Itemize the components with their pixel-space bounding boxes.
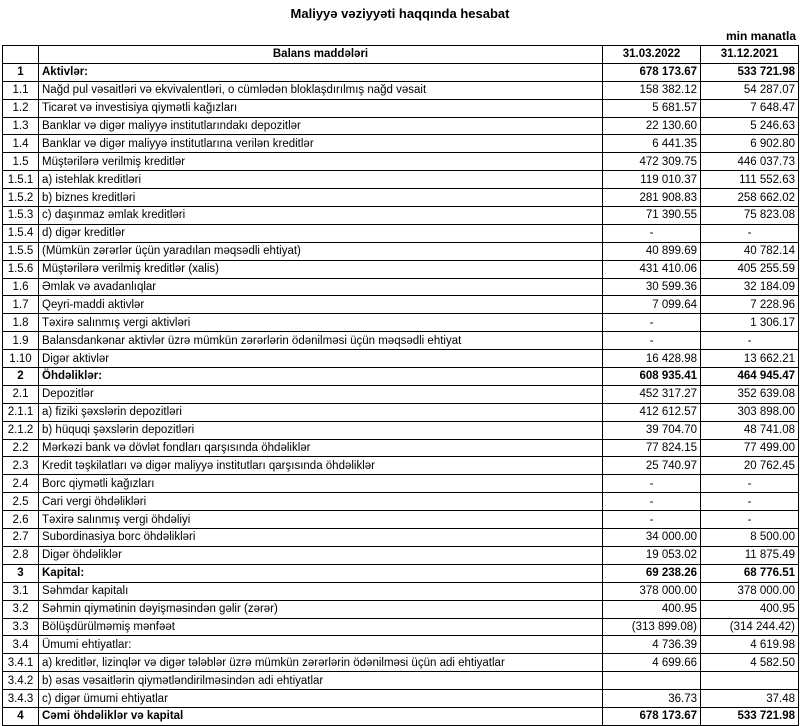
value-2021: 303 898.00	[701, 403, 799, 421]
row-label: b) hüquqi şəxslərin depozitləri	[39, 421, 603, 439]
value-2022: 431 410.06	[603, 260, 701, 278]
row-label: Səhmdar kapitalı	[39, 582, 603, 600]
row-number: 1.6	[3, 278, 39, 296]
value-2021: -	[701, 511, 799, 529]
value-2022: 39 704.70	[603, 421, 701, 439]
row-label: Ümumi ehtiyatlar:	[39, 636, 603, 654]
value-2021: 378 000.00	[701, 582, 799, 600]
row-label: Mərkəzi bank və dövlət fondları qarşısında öhdəliklər	[39, 439, 603, 457]
value-2021: 4 582.50	[701, 654, 799, 672]
table-row	[3, 350, 799, 368]
row-number: 2.5	[3, 493, 39, 511]
table-row	[3, 314, 799, 332]
row-number: 1.5.4	[3, 224, 39, 242]
table-row	[3, 171, 799, 189]
table-row	[3, 582, 799, 600]
row-number: 1.10	[3, 350, 39, 368]
table-row	[3, 135, 799, 153]
table-row	[3, 153, 799, 171]
value-2021: 75 823.08	[701, 207, 799, 225]
table-row	[3, 332, 799, 350]
row-number: 2.2	[3, 439, 39, 457]
value-2021: -	[701, 332, 799, 350]
row-number: 1	[3, 63, 39, 81]
value-2022: 119 010.37	[603, 171, 701, 189]
row-number: 3.4.3	[3, 690, 39, 708]
value-2022: 7 099.64	[603, 296, 701, 314]
value-2022: 4 736.39	[603, 636, 701, 654]
row-number: 2.1.2	[3, 421, 39, 439]
value-2021: 11 875.49	[701, 546, 799, 564]
table-row	[3, 385, 799, 403]
table-row	[3, 600, 799, 618]
value-2022: 40 899.69	[603, 242, 701, 260]
row-label: (Mümkün zərərlər üçün yaradılan məqsədli ehtiyat)	[39, 242, 603, 260]
value-2022: (313 899.08)	[603, 618, 701, 636]
table-row	[3, 278, 799, 296]
value-2022: 472 309.75	[603, 153, 701, 171]
row-number: 2.6	[3, 511, 39, 529]
value-2021: 4 619.98	[701, 636, 799, 654]
row-label: Qeyri-maddi aktivlər	[39, 296, 603, 314]
value-2022: 608 935.41	[603, 368, 701, 386]
table-row	[3, 242, 799, 260]
table-row	[3, 439, 799, 457]
row-label: Borc qiymətli kağızları	[39, 475, 603, 493]
table-row	[3, 421, 799, 439]
row-number: 1.2	[3, 99, 39, 117]
row-label: a) fiziki şəxslərin depozitləri	[39, 403, 603, 421]
row-number: 1.9	[3, 332, 39, 350]
value-2021: 77 499.00	[701, 439, 799, 457]
row-label: Müştərilərə verilmiş kreditlər (xalis)	[39, 260, 603, 278]
table-row	[3, 207, 799, 225]
value-2022: 30 599.36	[603, 278, 701, 296]
table-row	[3, 260, 799, 278]
table-row	[3, 117, 799, 135]
value-2021: 6 902.80	[701, 135, 799, 153]
row-number: 1.7	[3, 296, 39, 314]
row-number: 1.5.3	[3, 207, 39, 225]
value-2021: 20 762.45	[701, 457, 799, 475]
value-2022: 69 238.26	[603, 564, 701, 582]
table-row	[3, 296, 799, 314]
table-row	[3, 672, 799, 690]
table-row	[3, 368, 799, 386]
unit-label: min manatla	[725, 29, 796, 43]
value-2022: 400.95	[603, 600, 701, 618]
value-2021	[701, 672, 799, 690]
table-row	[3, 529, 799, 547]
value-2022	[603, 672, 701, 690]
row-label: Digər öhdəliklər	[39, 546, 603, 564]
table-row	[3, 63, 799, 81]
value-2021: 7 648.47	[701, 99, 799, 117]
value-2022: 6 441.35	[603, 135, 701, 153]
value-2022: 378 000.00	[603, 582, 701, 600]
table-row	[3, 618, 799, 636]
row-label: c) daşınmaz əmlak kreditləri	[39, 207, 603, 225]
row-number: 2.3	[3, 457, 39, 475]
value-2021: 1 306.17	[701, 314, 799, 332]
row-number: 2.8	[3, 546, 39, 564]
value-2022: 158 382.12	[603, 81, 701, 99]
row-number: 1.3	[3, 117, 39, 135]
row-label: Ticarət və investisiya qiymətli kağızları	[39, 99, 603, 117]
row-label: Depozitlər	[39, 385, 603, 403]
table-row	[3, 224, 799, 242]
value-2021: 258 662.02	[701, 189, 799, 207]
value-2021: -	[701, 475, 799, 493]
row-number: 1.5	[3, 153, 39, 171]
row-number: 1.4	[3, 135, 39, 153]
table-row	[3, 457, 799, 475]
value-2022: -	[603, 493, 701, 511]
row-number: 4	[3, 707, 39, 725]
row-number: 3	[3, 564, 39, 582]
period-2021-header: 31.12.2021	[701, 46, 799, 64]
value-2022: 16 428.98	[603, 350, 701, 368]
row-label: Banklar və digər maliyyə institutlarındakı depozitlər	[39, 117, 603, 135]
value-2022: 5 681.57	[603, 99, 701, 117]
row-number: 1.8	[3, 314, 39, 332]
table-row	[3, 636, 799, 654]
row-number: 3.2	[3, 600, 39, 618]
value-2021: 111 552.63	[701, 171, 799, 189]
value-2021: 464 945.47	[701, 368, 799, 386]
value-2021: 405 255.59	[701, 260, 799, 278]
table-row	[3, 546, 799, 564]
value-2022: -	[603, 314, 701, 332]
row-label: Cari vergi öhdəlikləri	[39, 493, 603, 511]
row-number: 2.1	[3, 385, 39, 403]
row-label: Səhmin qiymətinin dəyişməsindən gəlir (zərər)	[39, 600, 603, 618]
value-2021: 400.95	[701, 600, 799, 618]
table-row	[3, 99, 799, 117]
row-number: 1.1	[3, 81, 39, 99]
table-row	[3, 511, 799, 529]
value-2022: 34 000.00	[603, 529, 701, 547]
row-label: b) əsas vəsaitlərin qiymətləndirilməsindən adi ehtiyatlar	[39, 672, 603, 690]
value-2022: 678 173.67	[603, 63, 701, 81]
value-2021: 446 037.73	[701, 153, 799, 171]
table-row	[3, 690, 799, 708]
row-number-header	[3, 46, 39, 64]
row-number: 2.1.1	[3, 403, 39, 421]
value-2022: 4 699.66	[603, 654, 701, 672]
table-row	[3, 475, 799, 493]
value-2022: 281 908.83	[603, 189, 701, 207]
value-2022: -	[603, 475, 701, 493]
row-label: Cəmi öhdəliklər və kapital	[39, 707, 603, 725]
value-2022: 19 053.02	[603, 546, 701, 564]
row-number: 3.4.1	[3, 654, 39, 672]
row-label: Banklar və digər maliyyə institutlarına verilən kreditlər	[39, 135, 603, 153]
row-number: 1.5.6	[3, 260, 39, 278]
row-label: Digər aktivlər	[39, 350, 603, 368]
value-2022: -	[603, 332, 701, 350]
table-row	[3, 403, 799, 421]
row-number: 2	[3, 368, 39, 386]
row-label: Müştərilərə verilmiş kreditlər	[39, 153, 603, 171]
value-2022: 25 740.97	[603, 457, 701, 475]
table-header-row	[3, 46, 799, 64]
row-label: Bölüşdürülməmiş mənfəət	[39, 618, 603, 636]
row-label: Təxirə salınmış vergi aktivləri	[39, 314, 603, 332]
row-label: Təxirə salınmış vergi öhdəliyi	[39, 511, 603, 529]
row-number: 3.4.2	[3, 672, 39, 690]
row-label: Kredit təşkilatları və digər maliyyə institutları qarşısında öhdəliklər	[39, 457, 603, 475]
row-label: Kapital:	[39, 564, 603, 582]
row-number: 3.3	[3, 618, 39, 636]
value-2021: 533 721.98	[701, 63, 799, 81]
balance-table-body	[3, 63, 799, 725]
value-2021: 32 184.09	[701, 278, 799, 296]
row-number: 1.5.5	[3, 242, 39, 260]
period-2022-header: 31.03.2022	[603, 46, 701, 64]
table-row	[3, 493, 799, 511]
value-2021: -	[701, 224, 799, 242]
row-number: 3.4	[3, 636, 39, 654]
value-2021: 533 721.98	[701, 707, 799, 725]
row-label: b) biznes kreditləri	[39, 189, 603, 207]
value-2022: -	[603, 224, 701, 242]
value-2021: (314 244.42)	[701, 618, 799, 636]
table-row	[3, 81, 799, 99]
row-number: 1.5.2	[3, 189, 39, 207]
value-2021: 7 228.96	[701, 296, 799, 314]
value-2021: 8 500.00	[701, 529, 799, 547]
balance-sheet-table	[2, 45, 799, 726]
value-2022: 678 173.67	[603, 707, 701, 725]
value-2021: 5 246.63	[701, 117, 799, 135]
table-row	[3, 654, 799, 672]
value-2022: 22 130.60	[603, 117, 701, 135]
table-row	[3, 707, 799, 725]
page-title: Maliyyə vəziyyəti haqqında hesabat	[290, 6, 510, 21]
row-number: 2.7	[3, 529, 39, 547]
value-2021: 48 741.08	[701, 421, 799, 439]
value-2022: 36.73	[603, 690, 701, 708]
value-2021: 68 776.51	[701, 564, 799, 582]
value-2021: 37.48	[701, 690, 799, 708]
row-number: 3.1	[3, 582, 39, 600]
value-2022: 71 390.55	[603, 207, 701, 225]
row-label: Subordinasiya borc öhdəlikləri	[39, 529, 603, 547]
value-2022: -	[603, 511, 701, 529]
row-label: d) digər kreditlər	[39, 224, 603, 242]
row-label: Balansdankənar aktivlər üzrə mümkün zərərlərin ödənilməsi üçün məqsədli ehtiyat	[39, 332, 603, 350]
table-row	[3, 564, 799, 582]
row-label: a) istehlak kreditləri	[39, 171, 603, 189]
row-label: Aktivlər:	[39, 63, 603, 81]
value-2021: -	[701, 493, 799, 511]
value-2021: 54 287.07	[701, 81, 799, 99]
value-2022: 77 824.15	[603, 439, 701, 457]
row-number: 2.4	[3, 475, 39, 493]
row-label: a) kreditlər, lizinqlər və digər tələblər üzrə mümkün zərərlərin ödənilməsi üçün adi ehtiyatlar	[39, 654, 603, 672]
value-2021: 13 662.21	[701, 350, 799, 368]
items-column-header: Balans maddələri	[39, 46, 603, 64]
row-label: Nağd pul vəsaitləri və ekvivalentləri, o cümlədən bloklaşdırılmış nağd vəsait	[39, 81, 603, 99]
row-number: 1.5.1	[3, 171, 39, 189]
value-2021: 40 782.14	[701, 242, 799, 260]
value-2022: 412 612.57	[603, 403, 701, 421]
row-label: Öhdəliklər:	[39, 368, 603, 386]
value-2021: 352 639.08	[701, 385, 799, 403]
value-2022: 452 317.27	[603, 385, 701, 403]
row-label: c) digər ümumi ehtiyatlar	[39, 690, 603, 708]
table-row	[3, 189, 799, 207]
row-label: Əmlak və avadanlıqlar	[39, 278, 603, 296]
